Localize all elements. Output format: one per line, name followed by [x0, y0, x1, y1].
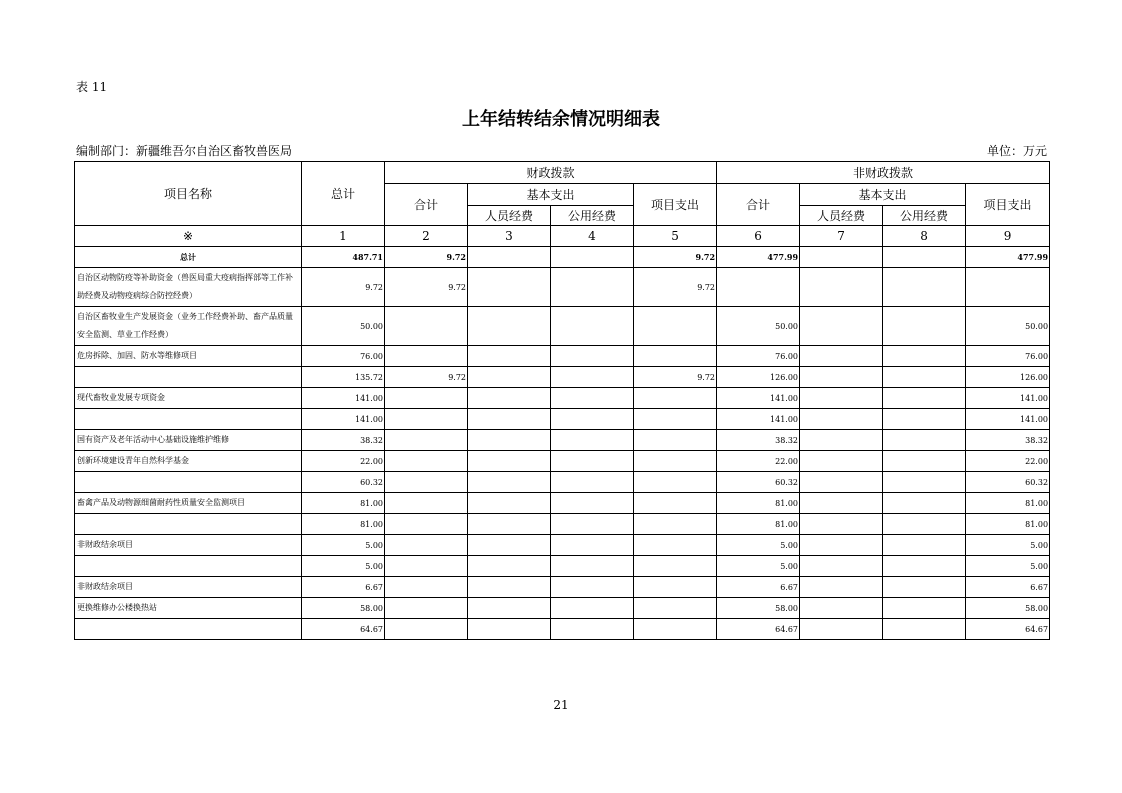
row-value-c6: 50.00 — [717, 307, 800, 346]
row-item-name: 非财政结余项目 — [75, 535, 302, 556]
table-row — [75, 493, 1050, 514]
row-value-c2 — [385, 493, 468, 514]
row-value-c5 — [634, 472, 717, 493]
row-value-c8 — [883, 430, 966, 451]
row-item-name: 自治区畜牧业生产发展资金（业务工作经费补助、畜产品质量安全监测、草业工作经费） — [75, 307, 302, 346]
row-item-name: 创新环境建设青年自然科学基金 — [75, 451, 302, 472]
header-total: 总计 — [302, 162, 385, 226]
row-value-c5 — [634, 388, 717, 409]
row-value-c8 — [883, 577, 966, 598]
row-value-c5 — [634, 430, 717, 451]
table-row — [75, 409, 1050, 430]
row-value-c5 — [634, 346, 717, 367]
table-label: 表 11 — [76, 80, 108, 94]
index-cell: 8 — [883, 226, 966, 247]
row-value-c4 — [551, 451, 634, 472]
row-value-c9: 22.00 — [966, 451, 1050, 472]
row-value-c5 — [634, 577, 717, 598]
row-value-c5 — [634, 493, 717, 514]
row-value-c6: 81.00 — [717, 493, 800, 514]
row-value-c3 — [468, 556, 551, 577]
row-value-c3 — [468, 307, 551, 346]
table-row — [75, 619, 1050, 640]
row-item-name: 更换维修办公楼换热站 — [75, 598, 302, 619]
row-value-c6: 81.00 — [717, 514, 800, 535]
row-value-c1: 76.00 — [302, 346, 385, 367]
header-fiscal-personnel: 人员经费 — [468, 206, 551, 226]
row-value-c7 — [800, 409, 883, 430]
page-number: 21 — [553, 698, 569, 712]
row-value-c2: 9.72 — [385, 367, 468, 388]
row-value-c3 — [468, 598, 551, 619]
row-value-c6: 6.67 — [717, 577, 800, 598]
row-value-c8 — [883, 247, 966, 268]
row-value-c3 — [468, 514, 551, 535]
row-value-c3 — [468, 367, 551, 388]
row-value-c6: 141.00 — [717, 388, 800, 409]
row-value-c2 — [385, 598, 468, 619]
row-value-c5: 9.72 — [634, 268, 717, 307]
row-value-c4 — [551, 493, 634, 514]
index-cell: 5 — [634, 226, 717, 247]
row-value-c8 — [883, 388, 966, 409]
row-value-c3 — [468, 472, 551, 493]
header-fiscal-subtotal: 合计 — [385, 184, 468, 226]
row-value-c1: 5.00 — [302, 556, 385, 577]
row-value-c8 — [883, 514, 966, 535]
row-item-name — [75, 472, 302, 493]
row-value-c4 — [551, 247, 634, 268]
row-item-name: 畜禽产品及动物源细菌耐药性质量安全监测项目 — [75, 493, 302, 514]
row-value-c8 — [883, 598, 966, 619]
table-row — [75, 430, 1050, 451]
row-value-c5: 9.72 — [634, 247, 717, 268]
row-value-c9: 50.00 — [966, 307, 1050, 346]
row-value-c6: 126.00 — [717, 367, 800, 388]
row-value-c1: 9.72 — [302, 268, 385, 307]
row-value-c1: 50.00 — [302, 307, 385, 346]
row-value-c7 — [800, 430, 883, 451]
row-value-c4 — [551, 268, 634, 307]
row-value-c8 — [883, 409, 966, 430]
row-value-c2 — [385, 430, 468, 451]
header-fiscal-project: 项目支出 — [634, 184, 717, 226]
row-value-c4 — [551, 346, 634, 367]
index-row — [75, 226, 1050, 247]
row-value-c8 — [883, 493, 966, 514]
header-fiscal: 财政拨款 — [385, 162, 717, 184]
row-value-c2 — [385, 535, 468, 556]
index-cell: 4 — [551, 226, 634, 247]
row-value-c9: 477.99 — [966, 247, 1050, 268]
row-value-c2 — [385, 451, 468, 472]
row-value-c1: 5.00 — [302, 535, 385, 556]
table-row — [75, 268, 1050, 307]
row-value-c1: 141.00 — [302, 409, 385, 430]
row-value-c8 — [883, 346, 966, 367]
row-value-c3 — [468, 247, 551, 268]
table-row — [75, 307, 1050, 346]
row-value-c2 — [385, 577, 468, 598]
header-nonfiscal-basic: 基本支出 — [800, 184, 966, 206]
row-value-c1: 81.00 — [302, 514, 385, 535]
row-value-c4 — [551, 388, 634, 409]
row-value-c4 — [551, 535, 634, 556]
row-value-c4 — [551, 409, 634, 430]
row-value-c9: 81.00 — [966, 493, 1050, 514]
row-value-c7 — [800, 247, 883, 268]
row-value-c7 — [800, 535, 883, 556]
unit-label: 单位：万元 — [986, 144, 1047, 158]
row-item-name: 危房拆除、加固、防水等维修项目 — [75, 346, 302, 367]
row-value-c4 — [551, 367, 634, 388]
row-value-c7 — [800, 268, 883, 307]
header-fiscal-public: 公用经费 — [551, 206, 634, 226]
row-value-c4 — [551, 514, 634, 535]
table-row — [75, 367, 1050, 388]
row-value-c6: 5.00 — [717, 556, 800, 577]
table-row — [75, 451, 1050, 472]
row-value-c9: 5.00 — [966, 556, 1050, 577]
row-value-c7 — [800, 346, 883, 367]
row-value-c3 — [468, 535, 551, 556]
row-item-name: 国有资产及老年活动中心基础设施维护维修 — [75, 430, 302, 451]
row-value-c9: 38.32 — [966, 430, 1050, 451]
index-cell: 3 — [468, 226, 551, 247]
row-value-c9: 58.00 — [966, 598, 1050, 619]
page-title: 上年结转结余情况明细表 — [462, 109, 660, 130]
row-value-c2 — [385, 409, 468, 430]
row-value-c9: 76.00 — [966, 346, 1050, 367]
table-row — [75, 598, 1050, 619]
row-value-c2 — [385, 619, 468, 640]
row-value-c7 — [800, 493, 883, 514]
header-nonfiscal-subtotal: 合计 — [717, 184, 800, 226]
carryover-table — [74, 161, 1050, 640]
row-value-c3 — [468, 430, 551, 451]
row-value-c5: 9.72 — [634, 367, 717, 388]
row-value-c2: 9.72 — [385, 247, 468, 268]
row-value-c5 — [634, 598, 717, 619]
header-non-fiscal: 非财政拨款 — [717, 162, 1050, 184]
row-value-c3 — [468, 451, 551, 472]
row-value-c8 — [883, 367, 966, 388]
row-value-c5 — [634, 409, 717, 430]
row-value-c4 — [551, 598, 634, 619]
row-value-c8 — [883, 451, 966, 472]
row-value-c4 — [551, 577, 634, 598]
row-value-c7 — [800, 367, 883, 388]
row-value-c1: 64.67 — [302, 619, 385, 640]
row-value-c7 — [800, 598, 883, 619]
row-value-c5 — [634, 556, 717, 577]
row-value-c4 — [551, 307, 634, 346]
row-item-name — [75, 556, 302, 577]
row-value-c2: 9.72 — [385, 268, 468, 307]
header-nonfiscal-personnel: 人员经费 — [800, 206, 883, 226]
row-item-name: 非财政结余项目 — [75, 577, 302, 598]
index-cell: 7 — [800, 226, 883, 247]
table-row — [75, 535, 1050, 556]
table-row — [75, 472, 1050, 493]
index-cell: 2 — [385, 226, 468, 247]
row-value-c4 — [551, 472, 634, 493]
header-nonfiscal-public: 公用经费 — [883, 206, 966, 226]
row-item-name: 自治区动物防疫等补助资金（兽医局重大疫病指挥部等工作补助经费及动物疫病综合防控经费） — [75, 268, 302, 307]
row-value-c9: 64.67 — [966, 619, 1050, 640]
row-value-c8 — [883, 268, 966, 307]
index-cell: 6 — [717, 226, 800, 247]
row-value-c8 — [883, 535, 966, 556]
index-cell: 9 — [966, 226, 1050, 247]
row-value-c1: 6.67 — [302, 577, 385, 598]
row-value-c6: 76.00 — [717, 346, 800, 367]
row-value-c7 — [800, 388, 883, 409]
row-value-c6: 64.67 — [717, 619, 800, 640]
row-value-c8 — [883, 307, 966, 346]
row-value-c4 — [551, 430, 634, 451]
row-value-c3 — [468, 619, 551, 640]
row-value-c8 — [883, 556, 966, 577]
row-value-c5 — [634, 307, 717, 346]
row-item-name: 现代畜牧业发展专项资金 — [75, 388, 302, 409]
row-value-c4 — [551, 619, 634, 640]
row-value-c9: 60.32 — [966, 472, 1050, 493]
row-value-c1: 60.32 — [302, 472, 385, 493]
row-value-c2 — [385, 346, 468, 367]
row-value-c9: 5.00 — [966, 535, 1050, 556]
row-item-name: 总计 — [75, 247, 302, 268]
index-cell: 1 — [302, 226, 385, 247]
row-value-c8 — [883, 472, 966, 493]
table-row — [75, 247, 1050, 268]
row-value-c1: 22.00 — [302, 451, 385, 472]
row-value-c3 — [468, 388, 551, 409]
index-cell: ※ — [75, 226, 302, 247]
row-value-c2 — [385, 307, 468, 346]
row-value-c6 — [717, 268, 800, 307]
row-value-c5 — [634, 451, 717, 472]
row-value-c1: 38.32 — [302, 430, 385, 451]
row-value-c2 — [385, 472, 468, 493]
row-value-c6: 141.00 — [717, 409, 800, 430]
row-item-name — [75, 619, 302, 640]
row-value-c3 — [468, 346, 551, 367]
header-item-name: 项目名称 — [75, 162, 302, 226]
row-value-c3 — [468, 268, 551, 307]
row-value-c5 — [634, 514, 717, 535]
row-value-c2 — [385, 556, 468, 577]
header-fiscal-basic: 基本支出 — [468, 184, 634, 206]
row-value-c3 — [468, 577, 551, 598]
row-value-c7 — [800, 472, 883, 493]
row-value-c6: 60.32 — [717, 472, 800, 493]
row-value-c7 — [800, 577, 883, 598]
row-value-c5 — [634, 535, 717, 556]
row-item-name — [75, 367, 302, 388]
table-row — [75, 388, 1050, 409]
row-value-c7 — [800, 307, 883, 346]
row-value-c1: 81.00 — [302, 493, 385, 514]
row-value-c2 — [385, 514, 468, 535]
table-row — [75, 514, 1050, 535]
row-value-c7 — [800, 556, 883, 577]
row-value-c9: 6.67 — [966, 577, 1050, 598]
row-value-c1: 487.71 — [302, 247, 385, 268]
row-value-c7 — [800, 451, 883, 472]
row-item-name — [75, 514, 302, 535]
row-value-c8 — [883, 619, 966, 640]
row-value-c7 — [800, 619, 883, 640]
row-value-c3 — [468, 409, 551, 430]
row-value-c9 — [966, 268, 1050, 307]
row-item-name — [75, 409, 302, 430]
row-value-c9: 141.00 — [966, 409, 1050, 430]
row-value-c6: 5.00 — [717, 535, 800, 556]
row-value-c1: 141.00 — [302, 388, 385, 409]
row-value-c9: 81.00 — [966, 514, 1050, 535]
row-value-c9: 141.00 — [966, 388, 1050, 409]
row-value-c9: 126.00 — [966, 367, 1050, 388]
row-value-c1: 135.72 — [302, 367, 385, 388]
row-value-c5 — [634, 619, 717, 640]
row-value-c6: 38.32 — [717, 430, 800, 451]
row-value-c2 — [385, 388, 468, 409]
row-value-c6: 22.00 — [717, 451, 800, 472]
table-row — [75, 346, 1050, 367]
table-row — [75, 556, 1050, 577]
row-value-c4 — [551, 556, 634, 577]
table-row — [75, 577, 1050, 598]
row-value-c6: 477.99 — [717, 247, 800, 268]
row-value-c1: 58.00 — [302, 598, 385, 619]
row-value-c3 — [468, 493, 551, 514]
row-value-c6: 58.00 — [717, 598, 800, 619]
header-nonfiscal-project: 项目支出 — [966, 184, 1050, 226]
row-value-c7 — [800, 514, 883, 535]
department-label: 编制部门：新疆维吾尔自治区畜牧兽医局 — [76, 144, 293, 158]
